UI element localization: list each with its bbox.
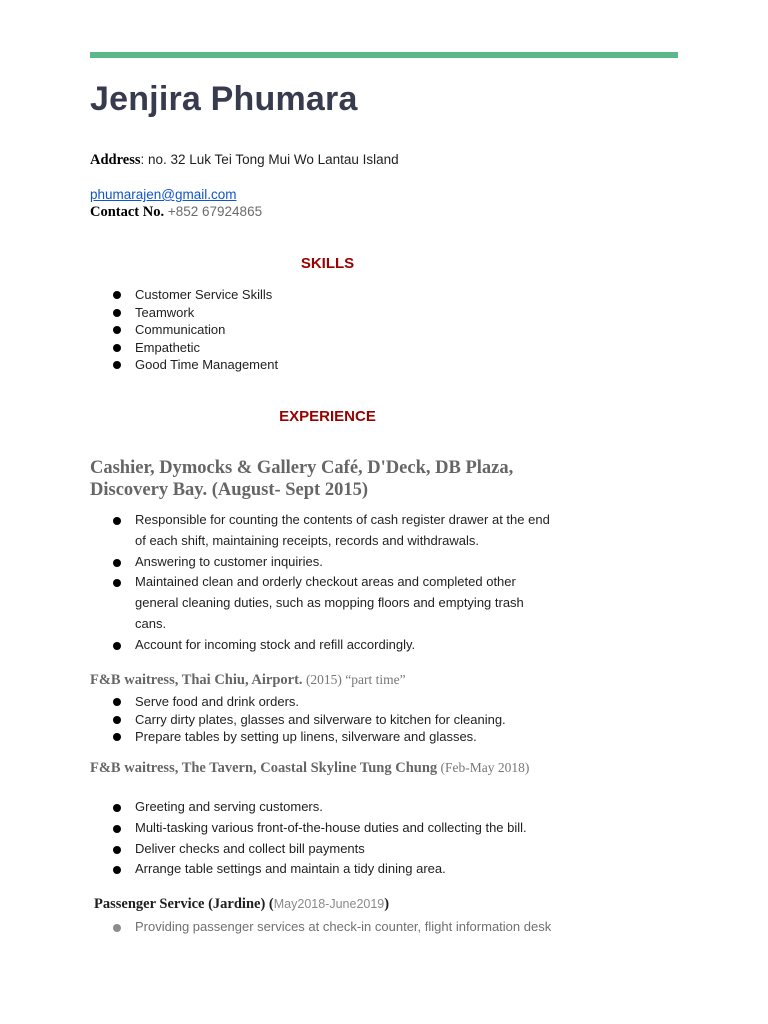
job-heading-tavern [90,759,560,777]
contact-value: +852 67924865 [164,204,263,219]
candidate-name: Jenjira Phumara [90,80,358,118]
open-paren: ( [265,896,274,912]
list-item: Answering to customer inquiries. [108,552,553,573]
contact-label: Contact No. [90,204,165,220]
list-item: Serve food and drink orders. [108,693,553,711]
list-item: Greeting and serving customers. [108,797,553,818]
job-duties-thai-chiu [108,693,553,746]
job-heading-jardine [94,895,564,913]
list-item: Responsible for counting the contents of cash register drawer at the end of each shift, maintaining receipts, records and withdrawals. [108,510,553,552]
job-note: (Feb-May 2018) [437,760,530,775]
job-heading-cashier: Cashier, Dymocks & Gallery Café, D'Deck, DB Plaza, Discovery Bay. (August- Sept 2015) [90,458,514,500]
list-item: Arrange table settings and maintain a tidy dining area. [108,859,553,880]
list-item: Good Time Management [108,356,553,374]
job-duties-tavern [108,797,553,880]
top-accent-rule [90,52,678,58]
list-item: Account for incoming stock and refill accordingly. [108,635,553,656]
close-paren: ) [384,896,390,912]
job-date: May2018-June2019 [273,897,385,911]
job-title: F&B waitress, Thai Chiu, Airport. [90,672,303,688]
address-line [90,152,399,169]
job-title: Passenger Service (Jardine) [94,896,266,912]
list-item: Carry dirty plates, glasses and silverware to kitchen for cleaning. [108,711,553,729]
list-item: Deliver checks and collect bill payments [108,839,553,860]
list-item: Teamwork [108,304,553,322]
address-label: Address [90,152,141,168]
email-line [90,187,237,202]
skills-heading: SKILLS [300,255,355,272]
list-item: Prepare tables by setting up linens, silverware and glasses. [108,728,553,746]
job-heading-thai-chiu [90,671,560,689]
job-duties-cashier [108,510,553,656]
list-item: Customer Service Skills [108,286,553,304]
experience-heading: EXPERIENCE [279,408,376,425]
list-item: Communication [108,321,553,339]
skills-list [108,286,553,374]
address-value: : no. 32 Luk Tei Tong Mui Wo Lantau Island [140,152,399,167]
email-link[interactable]: phumarajen@gmail.com [90,187,237,202]
list-item: Maintained clean and orderly checkout areas and completed other general cleaning duties, such as mopping floors and emptying trash cans. [108,572,553,634]
list-item: Multi-tasking various front-of-the-house duties and collecting the bill. [108,818,553,839]
job-title: F&B waitress, The Tavern, Coastal Skyline Tung Chung [90,760,438,776]
job-note: (2015) “part time” [302,672,406,687]
list-item: Empathetic [108,339,553,357]
list-item: Providing passenger services at check-in counter, flight information desk [108,917,553,938]
contact-line [90,204,262,221]
job-duties-jardine [108,917,553,938]
